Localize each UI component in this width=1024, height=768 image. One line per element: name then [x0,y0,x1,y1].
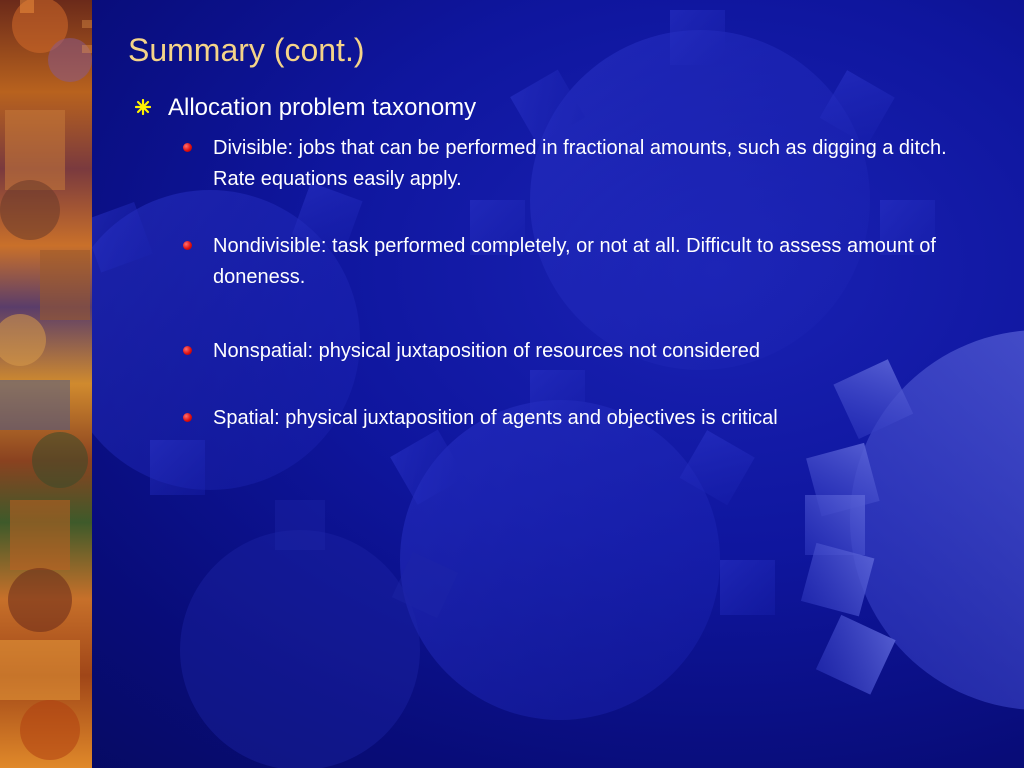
bullet-level2-item [213,231,983,293]
red-dot-bullet-icon [183,413,192,422]
bullet-level1-item [135,92,1005,124]
slide-title: Summary (cont.) [128,32,365,68]
bullet-level2-item [213,403,983,434]
red-dot-bullet-icon [183,241,192,250]
bullet-level2-text: Spatial: physical juxtaposition of agents and objectives is critical [213,407,778,429]
bullet-level2-text: Nonspatial: physical juxtaposition of resources not considered [213,340,760,362]
bullet-level2-text: Divisible: jobs that can be performed in fractional amounts, such as digging a ditch. Rate equations easily apply. [213,137,947,190]
bullet-level2-item [213,336,983,367]
bullet-list [135,92,1005,434]
decorative-side-strip [0,0,92,768]
strip-pattern-graphic [0,0,92,768]
bullet-level1-text: Allocation problem taxonomy [168,94,477,121]
red-dot-bullet-icon [183,346,192,355]
bullet-level2-text: Nondivisible: task performed completely, or not at all. Difficult to assess amount of doneness. [213,235,936,288]
bullet-level2-item [213,133,983,195]
red-dot-bullet-icon [183,143,192,152]
starburst-bullet-icon [135,99,151,115]
